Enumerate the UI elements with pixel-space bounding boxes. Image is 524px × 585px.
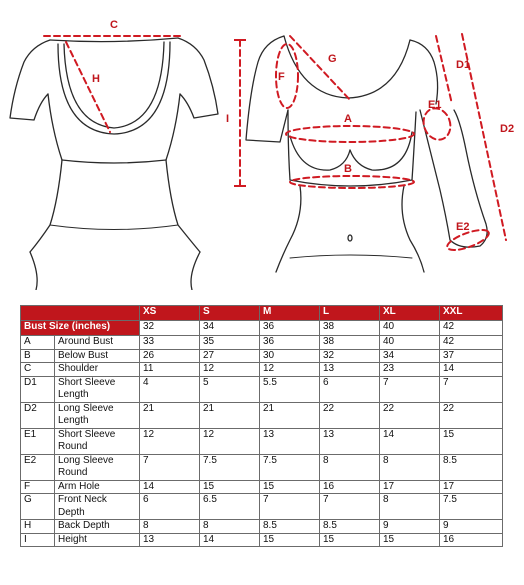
bust-value-cell: 36 (260, 321, 320, 336)
measurement-value: 8 (380, 454, 440, 480)
measurement-value: 9 (380, 520, 440, 534)
size-header-cell: S (200, 306, 260, 321)
measurement-code: B (21, 349, 55, 363)
label-a: A (344, 113, 352, 125)
measurement-value: 34 (380, 349, 440, 363)
bust-value-cell: 32 (140, 321, 200, 336)
measurement-value: 21 (200, 402, 260, 428)
measurement-value: 13 (260, 428, 320, 454)
measure-line-d1 (436, 36, 452, 104)
measurement-value: 16 (320, 480, 380, 494)
measurement-value: 12 (200, 363, 260, 377)
table-row (21, 363, 503, 377)
measurement-code: E2 (21, 454, 55, 480)
bust-value-cell: 34 (200, 321, 260, 336)
table-row (21, 349, 503, 363)
measurement-value: 8 (200, 520, 260, 534)
measurement-value: 22 (320, 402, 380, 428)
measurement-value: 7.5 (200, 454, 260, 480)
measurement-value: 23 (380, 363, 440, 377)
measurement-value: 14 (380, 428, 440, 454)
measurement-value: 12 (200, 428, 260, 454)
table-row (21, 454, 503, 480)
measurement-value: 7 (140, 454, 200, 480)
measurement-code: E1 (21, 428, 55, 454)
measurement-label: Long Sleeve Round (55, 454, 140, 480)
measurement-code: D1 (21, 376, 55, 402)
measurement-label: Arm Hole (55, 480, 140, 494)
measurement-value: 15 (200, 480, 260, 494)
measurement-value: 4 (140, 376, 200, 402)
measurement-code: H (21, 520, 55, 534)
measurement-value: 15 (440, 428, 503, 454)
table-row (21, 520, 503, 534)
measurement-value: 6.5 (200, 494, 260, 520)
blank-header-cell (21, 306, 140, 321)
size-header-cell: L (320, 306, 380, 321)
measurement-value: 8 (140, 520, 200, 534)
measurement-value: 15 (320, 533, 380, 547)
measurement-label: Shoulder (55, 363, 140, 377)
label-i: I (226, 113, 230, 125)
measurement-label: Height (55, 533, 140, 547)
measurement-value: 12 (140, 428, 200, 454)
measurement-value: 30 (260, 349, 320, 363)
bust-value-cell: 42 (440, 321, 503, 336)
measurement-value: 14 (200, 533, 260, 547)
measurement-label: Short Sleeve Length (55, 376, 140, 402)
measurement-value: 14 (140, 480, 200, 494)
measurement-diagram (0, 0, 524, 290)
table-row (21, 376, 503, 402)
measure-line-a (286, 126, 414, 142)
size-header-cell: M (260, 306, 320, 321)
label-b: B (344, 163, 352, 175)
measurement-code: G (21, 494, 55, 520)
back-view-figure (10, 38, 218, 290)
measurement-value: 7 (260, 494, 320, 520)
measurement-value: 8.5 (320, 520, 380, 534)
measurement-value: 6 (320, 376, 380, 402)
measurement-label: Short Sleeve Round (55, 428, 140, 454)
measurement-value: 40 (380, 336, 440, 350)
table-row (21, 402, 503, 428)
size-header-row (21, 306, 503, 321)
measurement-value: 27 (200, 349, 260, 363)
measurement-code: I (21, 533, 55, 547)
measurement-value: 13 (320, 363, 380, 377)
measurement-value: 16 (440, 533, 503, 547)
measurement-value: 32 (320, 349, 380, 363)
measurement-value: 5.5 (260, 376, 320, 402)
measurement-value: 7.5 (260, 454, 320, 480)
measurement-value: 21 (140, 402, 200, 428)
table-row (21, 533, 503, 547)
measurement-code: F (21, 480, 55, 494)
measurement-value: 8 (320, 454, 380, 480)
measurement-value: 42 (440, 336, 503, 350)
size-table-body (21, 336, 503, 547)
measurement-value: 15 (260, 480, 320, 494)
measurement-value: 11 (140, 363, 200, 377)
measurement-value: 7 (380, 376, 440, 402)
bust-value-cell: 38 (320, 321, 380, 336)
table-row (21, 428, 503, 454)
measurement-value: 22 (440, 402, 503, 428)
measurement-value: 15 (260, 533, 320, 547)
measurement-value: 21 (260, 402, 320, 428)
label-f: F (278, 71, 285, 83)
measurement-value: 9 (440, 520, 503, 534)
measurement-value: 36 (260, 336, 320, 350)
measurement-value: 35 (200, 336, 260, 350)
measurement-code: A (21, 336, 55, 350)
measurement-value: 17 (440, 480, 503, 494)
measurement-value: 8 (380, 494, 440, 520)
measurement-value: 15 (380, 533, 440, 547)
measurement-value: 14 (440, 363, 503, 377)
measurement-code: D2 (21, 402, 55, 428)
measurement-value: 6 (140, 494, 200, 520)
bust-value-cell: 40 (380, 321, 440, 336)
label-c: C (110, 19, 118, 31)
size-header-cell: XL (380, 306, 440, 321)
label-e1: E1 (428, 99, 442, 111)
measurement-label: Front Neck Depth (55, 494, 140, 520)
label-h: H (92, 73, 100, 85)
measurement-value: 13 (320, 428, 380, 454)
label-e2: E2 (456, 221, 470, 233)
measurement-code: C (21, 363, 55, 377)
measurement-value: 12 (260, 363, 320, 377)
measurement-value: 7 (440, 376, 503, 402)
measurement-value: 26 (140, 349, 200, 363)
table-row (21, 494, 503, 520)
label-d1: D1 (456, 59, 471, 71)
measurement-label: Back Depth (55, 520, 140, 534)
table-row (21, 336, 503, 350)
size-header-cell: XS (140, 306, 200, 321)
bust-size-label: Bust Size (inches) (21, 321, 140, 336)
measurement-value: 5 (200, 376, 260, 402)
measurement-value: 17 (380, 480, 440, 494)
measurement-value: 13 (140, 533, 200, 547)
bust-size-row (21, 321, 503, 336)
size-header-cell: XXL (440, 306, 503, 321)
measurement-value: 8.5 (260, 520, 320, 534)
label-d2: D2 (500, 123, 515, 135)
measurement-value: 7 (320, 494, 380, 520)
measurement-value: 38 (320, 336, 380, 350)
size-chart-table (20, 305, 503, 547)
measurement-label: Below Bust (55, 349, 140, 363)
measurement-value: 7.5 (440, 494, 503, 520)
measurement-value: 8.5 (440, 454, 503, 480)
measurement-value: 22 (380, 402, 440, 428)
measurement-value: 37 (440, 349, 503, 363)
measurement-value: 33 (140, 336, 200, 350)
measurement-label: Long Sleeve Length (55, 402, 140, 428)
label-g: G (328, 53, 337, 65)
table-row (21, 480, 503, 494)
measurement-label: Around Bust (55, 336, 140, 350)
